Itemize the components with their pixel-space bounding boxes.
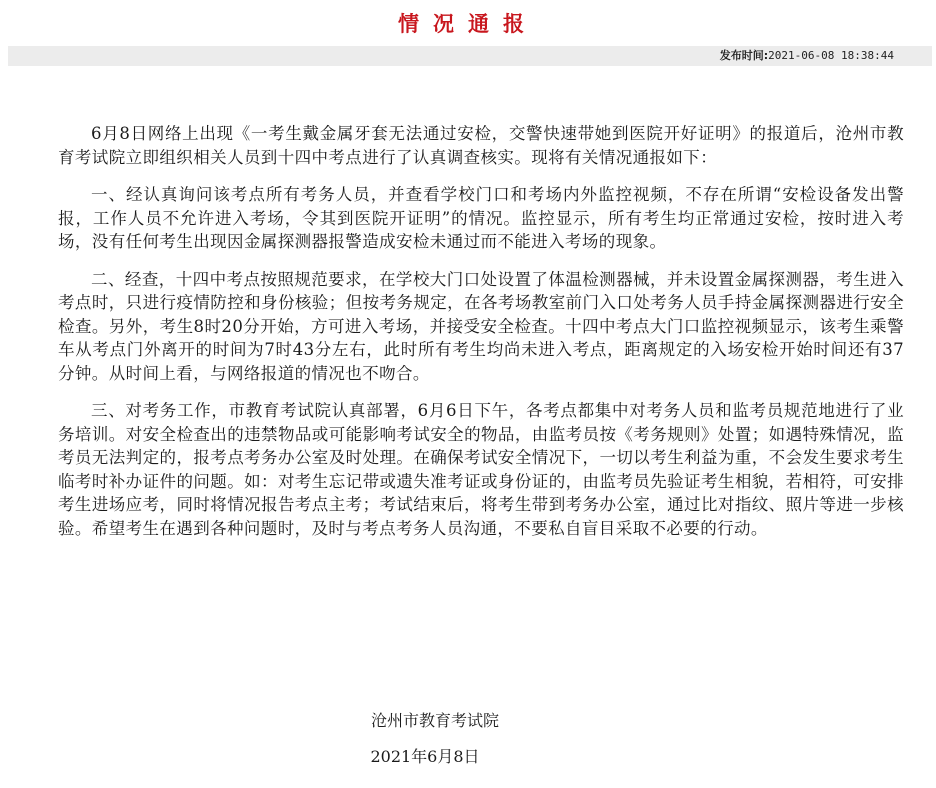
paragraph-two: 二、经查，十四中考点按照规范要求，在学校大门口处设置了体温检测器械，并未设置金属探测器，考生进入考点时，只进行疫情防控和身份核验；但按考务规定，在各考场教室前门入口处考务人员手持金属探测器进行安全检查。另外，考生8时20分开始，方可进入考场，并接受安全检查。十四中考点大门口监控视频显示，该考生乘警车从考点门外离开的时间为7时43分左右，此时所有考生均尚未进入考点，距离规定的入场安检开始时间还有37分钟。从时间上看，与网络报道的情况也不吻合。	[58, 269, 904, 383]
publish-time-value: 2021-06-08 18:38:44	[768, 49, 894, 62]
signature-org: 沧州市教育考试院	[370, 711, 499, 730]
article-body	[58, 122, 904, 554]
signature-date: 2021年6月8日	[370, 747, 480, 766]
page-title: 情况通报	[398, 11, 538, 36]
publish-info	[720, 48, 894, 64]
publish-meta-bar	[8, 46, 932, 66]
publish-time-label: 发布时间:	[719, 49, 769, 62]
paragraph-intro: 6月8日网络上出现《一考生戴金属牙套无法通过安检，交警快速带她到医院开好证明》的报道后，沧州市教育考试院立即组织相关人员到十四中考点进行了认真调查核实。现将有关情况通报如下：	[58, 124, 904, 167]
paragraph-three: 三、对考务工作，市教育考试院认真部署，6月6日下午，各考点都集中对考务人员和监考员规范地进行了业务培训。对安全检查出的违禁物品或可能影响考试安全的物品，由监考员按《考务规则》处置；如遇特殊情况，监考员无法判定的，报考点考务办公室及时处理。在确保考试安全情况下，一切以考生利益为重，不会发生要求考生临考时补办证件的问题。如：对考生忘记带或遗失准考证或身份证的，由监考员先验证考生相貌，若相符，可安排考生进场应考，同时将情况报告考点主考；考试结束后，将考生带到考务办公室，通过比对指纹、照片等进一步核验。希望考生在遇到各种问题时，及时与考点考务人员沟通，不要私自盲目采取不必要的行动。	[58, 401, 904, 538]
paragraph-one: 一、经认真询问该考点所有考务人员，并查看学校门口和考场内外监控视频，不存在所谓“安检设备发出警报，工作人员不允许进入考场，令其到医院开证明”的情况。监控显示，所有考生均正常通过安检，按时进入考场，没有任何考生出现因金属探测器报警造成安检未通过而不能进入考场的现象。	[58, 185, 904, 251]
